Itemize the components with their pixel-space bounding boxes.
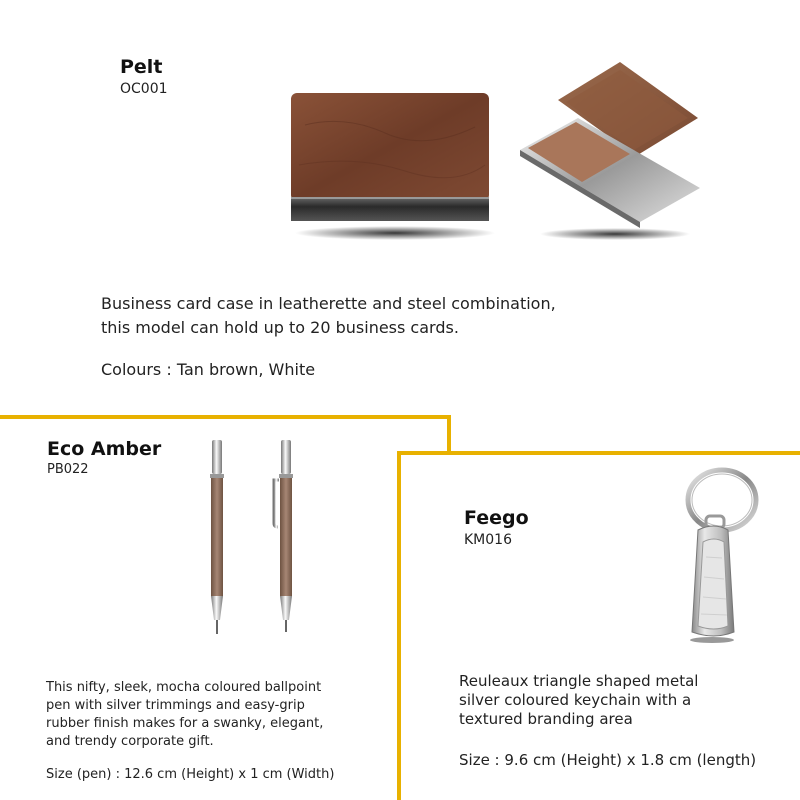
- eco-amber-frame-top: [0, 415, 451, 419]
- feego-frame-top: [397, 451, 800, 455]
- feego-description-line-1: Reuleaux triangle shaped metal: [459, 672, 699, 690]
- pen-image: [200, 435, 310, 640]
- eco-amber-size: Size (pen) : 12.6 cm (Height) x 1 cm (Width): [46, 767, 335, 782]
- eco-amber-name: Eco Amber: [47, 438, 162, 460]
- eco-amber-description-line-4: and trendy corporate gift.: [46, 734, 214, 749]
- eco-amber-description-line-3: rubber finish makes for a swanky, elegant,: [46, 716, 324, 731]
- feego-name: Feego: [464, 507, 529, 529]
- eco-amber-description-line-1: This nifty, sleek, mocha coloured ballpoint: [46, 680, 322, 695]
- pelt-description-line-2: this model can hold up to 20 business cards.: [101, 318, 459, 337]
- eco-amber-code: PB022: [47, 462, 89, 477]
- eco-amber-description-line-2: pen with silver trimmings and easy-grip: [46, 698, 305, 713]
- feego-code: KM016: [464, 532, 512, 548]
- feego-description-line-2: silver coloured keychain with a: [459, 691, 692, 709]
- feego-size: Size : 9.6 cm (Height) x 1.8 cm (length): [459, 751, 757, 769]
- card-case-open-image: [510, 60, 710, 245]
- pelt-colours: Colours : Tan brown, White: [101, 360, 316, 379]
- pelt-description-line-1: Business card case in leatherette and steel combination,: [101, 294, 556, 313]
- pelt-code: OC001: [120, 81, 168, 97]
- eco-amber-frame-right: [447, 415, 451, 455]
- keychain-image: [670, 462, 775, 647]
- feego-frame-left: [397, 451, 401, 800]
- pelt-name: Pelt: [120, 56, 163, 78]
- feego-description-line-3: textured branding area: [459, 710, 633, 728]
- card-case-closed-image: [285, 85, 505, 245]
